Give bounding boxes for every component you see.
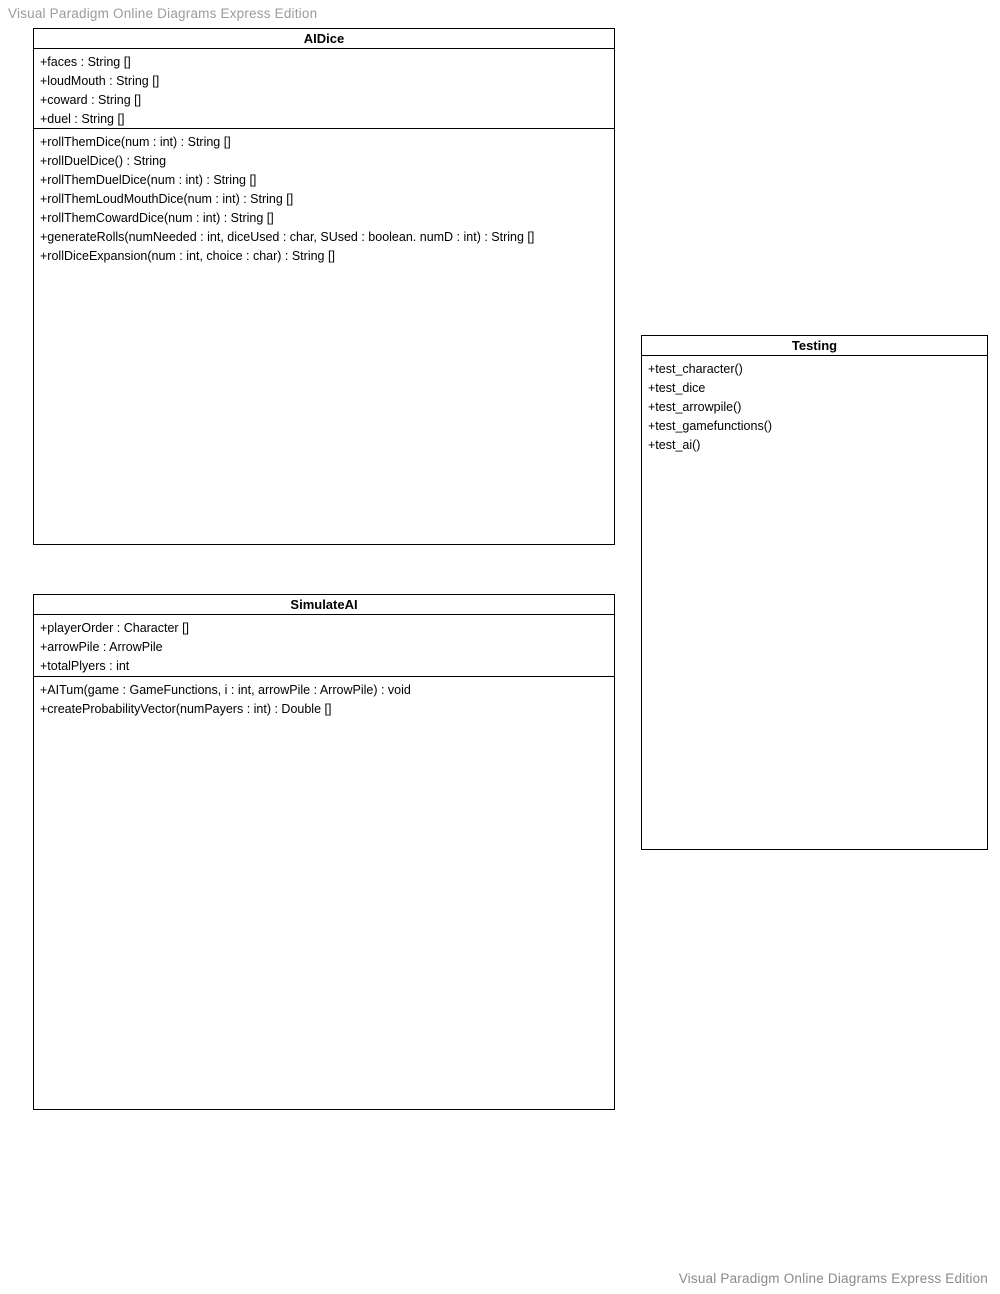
attribute-line: +faces : String [] xyxy=(40,55,131,69)
method-line: +generateRolls(numNeeded : int, diceUsed : char, SUsed : boolean. numD : int) : String [] xyxy=(40,230,535,244)
method-line: +test_character() xyxy=(648,362,743,376)
attribute-line: +loudMouth : String [] xyxy=(40,74,160,88)
methods-compartment-aidice xyxy=(34,129,614,544)
method-line: +AITum(game : GameFunctions, i : int, arrowPile : ArrowPile) : void xyxy=(40,683,411,697)
attributes-compartment-aidice xyxy=(34,49,614,129)
attribute-line: +totalPlyers : int xyxy=(40,659,130,673)
class-box-testing[interactable] xyxy=(641,335,988,850)
attribute-line: +playerOrder : Character [] xyxy=(40,621,190,635)
method-line: +rollThemDuelDice(num : int) : String [] xyxy=(40,173,257,187)
method-line: +test_gamefunctions() xyxy=(648,419,773,433)
methods-compartment-simulateai xyxy=(34,677,614,1109)
methods-compartment-testing xyxy=(642,356,987,849)
attribute-line: +arrowPile : ArrowPile xyxy=(40,640,163,654)
attribute-line: +coward : String [] xyxy=(40,93,142,107)
class-box-simulateai[interactable] xyxy=(33,594,615,1110)
watermark-bottom: Visual Paradigm Online Diagrams Express Edition xyxy=(678,1271,988,1286)
attribute-line: +duel : String [] xyxy=(40,112,125,126)
method-line: +rollThemCowardDice(num : int) : String [] xyxy=(40,211,274,225)
class-title-testing: Testing xyxy=(642,336,987,356)
method-line: +rollDiceExpansion(num : int, choice : char) : String [] xyxy=(40,249,335,263)
watermark-top: Visual Paradigm Online Diagrams Express Edition xyxy=(8,6,318,21)
method-line: +createProbabilityVector(numPayers : int) : Double [] xyxy=(40,702,332,716)
class-title-simulateai: SimulateAI xyxy=(34,595,614,615)
method-line: +rollThemLoudMouthDice(num : int) : String [] xyxy=(40,192,294,206)
class-box-aidice[interactable] xyxy=(33,28,615,545)
attributes-compartment-simulateai xyxy=(34,615,614,677)
method-line: +rollDuelDice() : String xyxy=(40,154,167,168)
method-line: +test_ai() xyxy=(648,438,701,452)
method-line: +rollThemDice(num : int) : String [] xyxy=(40,135,231,149)
method-line: +test_dice xyxy=(648,381,706,395)
method-line: +test_arrowpile() xyxy=(648,400,742,414)
class-title-aidice: AIDice xyxy=(34,29,614,49)
